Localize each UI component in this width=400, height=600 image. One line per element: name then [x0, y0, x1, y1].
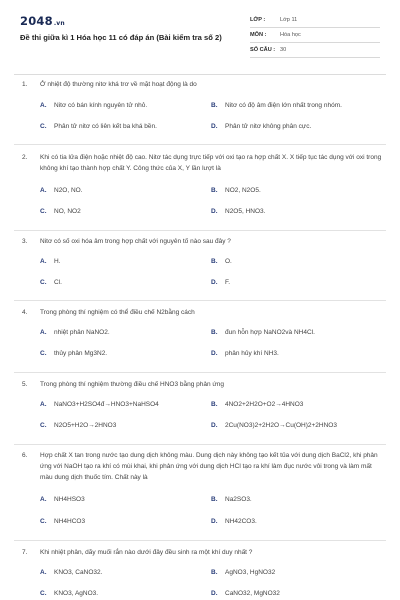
option-a[interactable] — [40, 329, 210, 336]
option-letter: D. — [211, 350, 218, 357]
question-divider — [14, 144, 386, 145]
question-number: 4. — [22, 309, 28, 316]
option-letter: A. — [40, 258, 47, 265]
option-letter: A. — [40, 401, 47, 408]
option-letter: C. — [40, 422, 47, 429]
header-divider — [14, 74, 386, 75]
option-letter: D. — [211, 279, 218, 286]
option-b[interactable] — [211, 102, 381, 109]
question-divider — [14, 372, 386, 373]
option-text: NO, NO2 — [54, 208, 81, 215]
option-letter: B. — [211, 329, 218, 336]
option-letter: C. — [40, 208, 47, 215]
option-c[interactable] — [40, 422, 210, 429]
option-letter: D. — [211, 123, 218, 130]
question-stem — [22, 236, 382, 247]
exam-title: Đề thi giữa kì 1 Hóa học 11 có đáp án (Bài kiểm tra số 2) — [20, 33, 222, 42]
option-letter: C. — [40, 350, 47, 357]
option-d[interactable] — [211, 279, 381, 286]
exam-header — [0, 0, 400, 72]
option-text: AgNO3, HgNO32 — [225, 569, 276, 576]
option-text: KNO3, CaNO32. — [54, 569, 103, 576]
option-c[interactable] — [40, 518, 210, 525]
option-d[interactable] — [211, 422, 381, 429]
option-letter: D. — [211, 208, 218, 215]
option-text: CaNO32, MgNO32 — [225, 590, 280, 597]
question-number: 6. — [22, 452, 28, 459]
option-letter: A. — [40, 496, 47, 503]
question-text: Trong phòng thí nghiệm có thể điều chế N2bằng cách — [40, 309, 195, 316]
option-text: N2O, NO. — [54, 187, 83, 194]
option-text: KNO3, AgNO3. — [54, 590, 99, 597]
option-d[interactable] — [211, 123, 381, 130]
question-number: 5. — [22, 381, 28, 388]
option-c[interactable] — [40, 350, 210, 357]
meta-value: 30 — [280, 47, 287, 53]
option-letter: B. — [211, 258, 218, 265]
option-text: N2O5, HNO3. — [225, 208, 266, 215]
option-c[interactable] — [40, 279, 210, 286]
question-stem — [22, 307, 382, 318]
question-divider — [14, 230, 386, 231]
question-stem — [22, 152, 382, 174]
option-text: Phân tử nitơ có liên kết ba khá bền. — [54, 123, 157, 130]
option-b[interactable] — [211, 329, 381, 336]
option-b[interactable] — [211, 187, 381, 194]
logo-suffix: .vn — [53, 20, 65, 27]
option-b[interactable] — [211, 496, 381, 503]
option-a[interactable] — [40, 258, 210, 265]
meta-row-subject — [250, 28, 380, 43]
question-stem — [22, 450, 382, 483]
option-d[interactable] — [211, 208, 381, 215]
option-letter: B. — [211, 187, 218, 194]
option-text: Na2SO3. — [225, 496, 252, 503]
option-letter: A. — [40, 569, 47, 576]
option-text: nhiệt phân NaNO2. — [54, 329, 110, 336]
meta-row-question-count — [250, 43, 380, 58]
option-text: 4NO2+2H2O+O2→4HNO3 — [225, 401, 304, 408]
option-letter: D. — [211, 590, 218, 597]
option-letter: A. — [40, 102, 47, 109]
option-c[interactable] — [40, 123, 210, 130]
question-number: 7. — [22, 549, 28, 556]
option-text: Phân tử nitơ không phân cực. — [225, 123, 312, 130]
option-text: NH4HCO3 — [54, 518, 86, 525]
option-letter: A. — [40, 187, 47, 194]
site-logo[interactable] — [20, 14, 65, 28]
option-text: Cl. — [54, 279, 62, 286]
question-text: Nitơ có số oxi hóa âm trong hợp chất với nguyên tố nào sau đây ? — [40, 238, 231, 245]
question-text: Trong phòng thí nghiệm thường điều chế HNO3 bằng phản ứng — [40, 381, 225, 388]
option-letter: C. — [40, 590, 47, 597]
option-text: Nitơ có bán kính nguyên tử nhỏ. — [54, 102, 148, 109]
option-text: NH4HSO3 — [54, 496, 85, 503]
option-d[interactable] — [211, 590, 381, 597]
option-b[interactable] — [211, 569, 381, 576]
option-c[interactable] — [40, 590, 210, 597]
meta-key: SỐ CÂU : — [250, 47, 276, 53]
logo-main: 2048 — [20, 14, 53, 28]
option-letter: D. — [211, 518, 218, 525]
option-text: Nitơ có độ âm điện lớn nhất trong nhóm. — [225, 102, 342, 109]
option-letter: C. — [40, 279, 47, 286]
option-letter: B. — [211, 496, 218, 503]
option-text: đun hỗn hợp NaNO2và NH4Cl. — [225, 329, 315, 336]
option-text: NO2, N2O5. — [225, 187, 261, 194]
option-a[interactable] — [40, 187, 210, 194]
option-b[interactable] — [211, 401, 381, 408]
option-letter: C. — [40, 518, 47, 525]
option-a[interactable] — [40, 496, 210, 503]
option-letter: B. — [211, 102, 218, 109]
option-letter: B. — [211, 569, 218, 576]
option-text: N2O5+H2O→2HNO3 — [54, 422, 117, 429]
option-letter: A. — [40, 329, 47, 336]
question-number: 3. — [22, 238, 28, 245]
option-text: 2Cu(NO3)2+2H2O→Cu(OH)2+2HNO3 — [225, 422, 337, 429]
meta-key: LỚP : — [250, 17, 266, 23]
option-text: NH42CO3. — [225, 518, 257, 525]
question-stem — [22, 547, 382, 558]
question-number: 1. — [22, 81, 28, 88]
option-text: F. — [225, 279, 231, 286]
option-d[interactable] — [211, 350, 381, 357]
option-letter: D. — [211, 422, 218, 429]
question-text: Khi có tia lửa điện hoặc nhiệt độ cao. Nitơ tác dụng trực tiếp với oxi tạo ra hợp chất X. X tiếp tục tác dụng với oxi trong không khí tạo thành hợp chất Y. Công thức của X, Y lần lượt là — [40, 154, 382, 172]
option-c[interactable] — [40, 208, 210, 215]
option-a[interactable] — [40, 401, 210, 408]
meta-value: Lớp 11 — [280, 17, 298, 23]
question-stem — [22, 79, 382, 90]
meta-value: Hóa học — [280, 32, 301, 38]
option-letter: C. — [40, 123, 47, 130]
question-text: Hợp chất X tan trong nước tạo dung dịch không màu. Dung dịch này không tạo kết tủa với dung dịch BaCl2, khi phản ứng với NaOH tạo ra khí có mùi khai, khi phản ứng với dung dịch HCl tạo ra khí làm đục nước vôi trong và làm mất màu dung dịch thuốc tím. Chất này là — [40, 452, 378, 481]
option-a[interactable] — [40, 569, 210, 576]
question-divider — [14, 444, 386, 445]
question-divider — [14, 300, 386, 301]
option-a[interactable] — [40, 102, 210, 109]
question-divider — [14, 540, 386, 541]
option-text: NaNO3+H2SO4đ→HNO3+NaHSO4 — [54, 401, 159, 408]
option-letter: B. — [211, 401, 218, 408]
question-stem — [22, 379, 382, 390]
question-text: Ở nhiệt độ thường nitơ khá trơ về mặt hoạt động là do — [40, 81, 197, 88]
meta-key: MÔN : — [250, 32, 267, 38]
option-text: phân hủy khí NH3. — [225, 350, 279, 357]
question-number: 2. — [22, 154, 28, 161]
option-b[interactable] — [211, 258, 381, 265]
exam-meta-table — [250, 13, 380, 58]
option-d[interactable] — [211, 518, 381, 525]
option-text: O. — [225, 258, 232, 265]
option-text: thủy phân Mg3N2. — [54, 350, 108, 357]
option-text: H. — [54, 258, 61, 265]
question-text: Khi nhiệt phân, dãy muối rắn nào dưới đây đều sinh ra một khí duy nhất ? — [40, 549, 253, 556]
meta-row-class — [250, 13, 380, 28]
